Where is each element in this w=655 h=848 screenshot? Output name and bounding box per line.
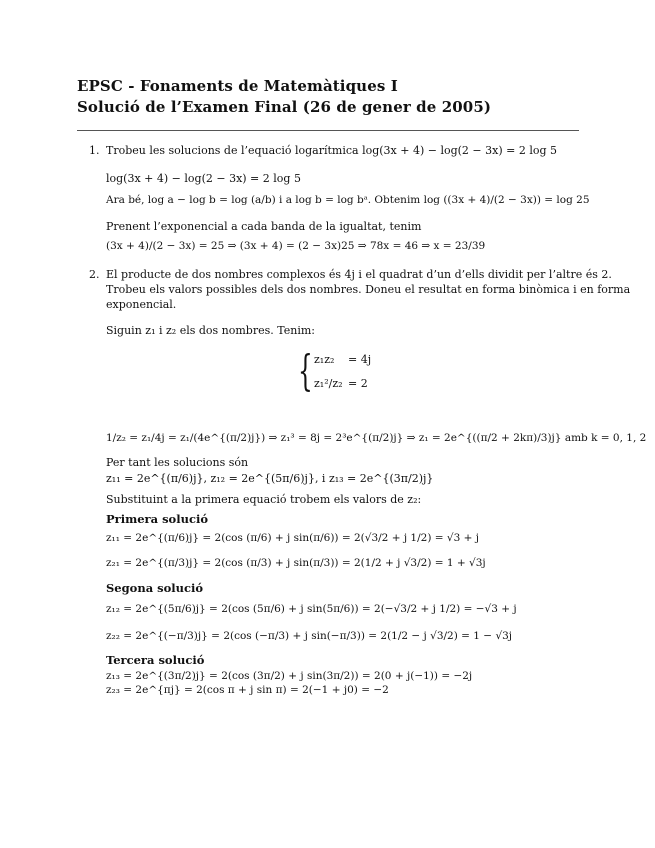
system-eq-1-lhs: z₁z₂ xyxy=(314,353,335,366)
problem-2-solutions-list: z₁₁ = 2e^{(π/6)j}, z₁₂ = 2e^{(5π/6)j}, i z₁₃ = 2e^{(3π/2)j} xyxy=(106,472,434,485)
segona-solucio-z12: z₁₂ = 2e^{(5π/6)j} = 2(cos (5π/6) + j sin(5π/6)) = 2(−√3/2 + j 1/2) = −√3 + j xyxy=(106,603,517,615)
system-eq-2-rhs: = 2 xyxy=(348,377,368,390)
primera-solucio-z21: z₂₁ = 2e^{(π/3)j} = 2(cos (π/3) + j sin(π/3)) = 2(1/2 + j √3/2) = 1 + √3j xyxy=(106,557,486,569)
problem-2-statement-line-2: Trobeu els valors possibles dels dos nombres. Doneu el resultat en forma binòmica i en forma xyxy=(106,283,631,296)
tercera-solucio-z23: z₂₃ = 2e^{πj} = 2(cos π + j sin π) = 2(−1 + j0) = −2 xyxy=(106,684,389,696)
segona-solucio-z22: z₂₂ = 2e^{(−π/3)j} = 2(cos (−π/3) + j sin(−π/3)) = 2(1/2 − j √3/2) = 1 − √3j xyxy=(106,630,513,642)
problem-1-step-3: Prenent l’exponencial a cada banda de la igualtat, tenim xyxy=(106,220,422,233)
primera-solucio-heading: Primera solució xyxy=(106,512,208,526)
header-divider xyxy=(77,130,579,131)
problem-2-number: 2. xyxy=(89,268,100,281)
problem-2-per-tant: Per tant les solucions són xyxy=(106,456,249,469)
problem-1-step-1: log(3x + 4) − log(2 − 3x) = 2 log 5 xyxy=(106,172,301,185)
tercera-solucio-heading: Tercera solució xyxy=(106,653,205,667)
tercera-solucio-z13: z₁₃ = 2e^{(3π/2)j} = 2(cos (3π/2) + j sin(3π/2)) = 2(0 + j(−1)) = −2j xyxy=(106,670,473,682)
problem-2-statement-line-3: exponencial. xyxy=(106,298,177,311)
problem-2-derivation: 1/z₂ = z₁/4j = z₁/(4e^{(π/2)j}) ⇒ z₁³ = 8j = 2³e^{(π/2)j} ⇒ z₁ = 2e^{((π/2 + 2kπ)/3)j} amb k = 0, 1, 2 xyxy=(106,432,647,444)
problem-1-statement: Trobeu les solucions de l’equació logarítmica log(3x + 4) − log(2 − 3x) = 2 log 5 xyxy=(106,144,558,157)
header-exam-title: Solució de l’Examen Final (26 de gener de 2005) xyxy=(77,98,492,116)
header-course-title: EPSC - Fonaments de Matemàtiques I xyxy=(77,77,398,95)
problem-2-substituint: Substituint a la primera equació trobem els valors de z₂: xyxy=(106,493,422,506)
system-eq-1-rhs: = 4j xyxy=(348,353,372,366)
problem-2-statement-line-1: El producte de dos nombres complexos és 4j i el quadrat d’un d’ells dividit per l’altre és 2. xyxy=(106,268,612,281)
system-brace: { xyxy=(298,346,313,395)
problem-1-step-4: (3x + 4)/(2 − 3x) = 25 ⇒ (3x + 4) = (2 − 3x)25 ⇒ 78x = 46 ⇒ x = 23/39 xyxy=(106,240,486,252)
problem-1-number: 1. xyxy=(89,144,100,157)
problem-1-step-2: Ara bé, log a − log b = log (a/b) i a log b = log bᵃ. Obtenim log ((3x + 4)/(2 − 3x)) = log 25 xyxy=(106,194,590,206)
problem-2-intro: Siguin z₁ i z₂ els dos nombres. Tenim: xyxy=(106,324,315,337)
segona-solucio-heading: Segona solució xyxy=(106,581,204,595)
primera-solucio-z11: z₁₁ = 2e^{(π/6)j} = 2(cos (π/6) + j sin(π/6)) = 2(√3/2 + j 1/2) = √3 + j xyxy=(106,532,479,544)
equation-system xyxy=(298,345,388,403)
system-eq-2-lhs: z₁²/z₂ xyxy=(314,377,343,390)
